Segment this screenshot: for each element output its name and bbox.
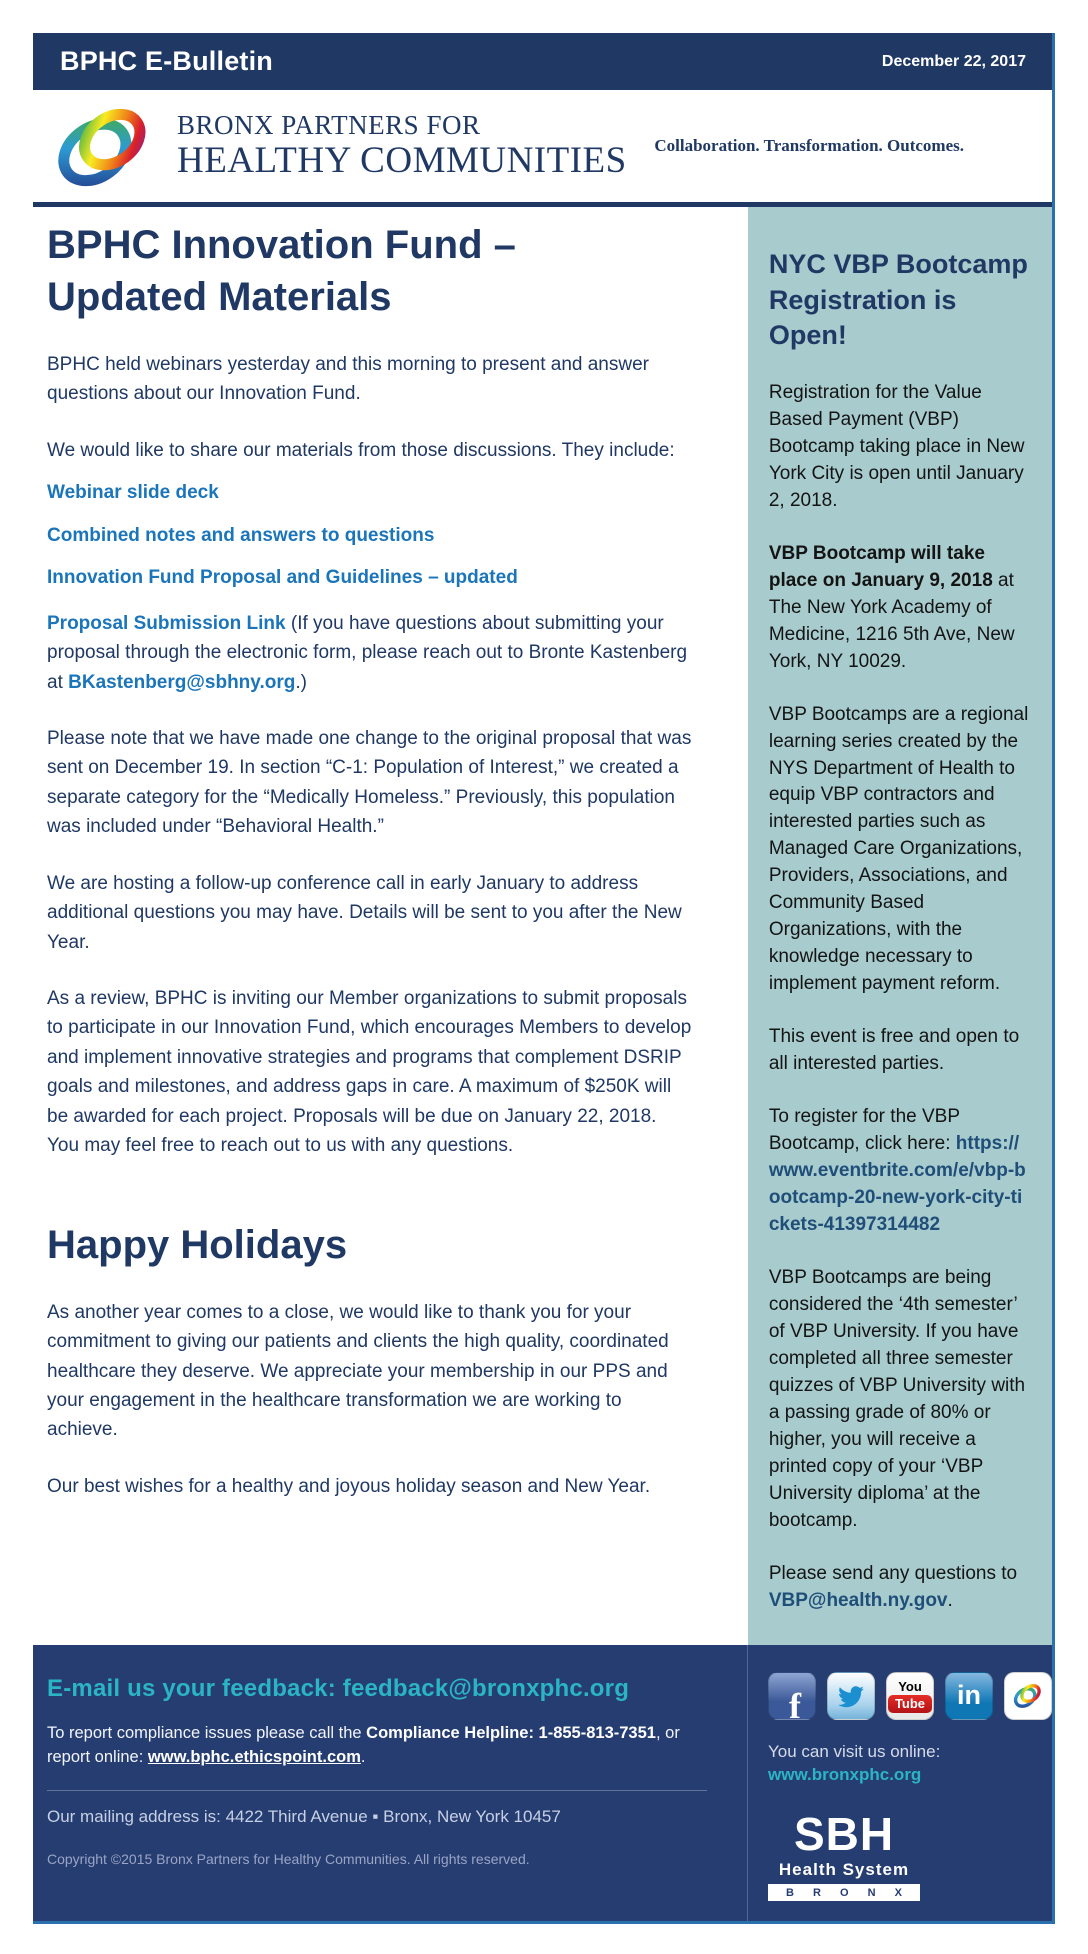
link-line (47, 563, 693, 592)
sidebar (748, 207, 1052, 1645)
sidebar-bold-text: VBP Bootcamp will take place on January 9, 2018 (768, 542, 993, 591)
twitter-icon[interactable] (827, 1672, 875, 1720)
article-paragraph: As a review, BPHC is inviting our Member organizations to submit proposals to participate in our Innovation Fund, which encourages Members to develop and implement innovative strategies and programs that complement DSRIP goals and milestones, and address gaps in care. A maximum of $250K will be awarded for each project. Proposals will be due on January 22, 2018. You may feel free to reach out to us with any questions. (47, 988, 692, 1157)
article-title (47, 219, 693, 323)
submission-text: (If you have questions about submitting your proposal through the electronic form, please reach out to Bronte Kastenberg at (47, 612, 688, 693)
compliance-text (47, 1721, 707, 1771)
link-line (47, 478, 693, 507)
sbh-logo-text: SBH (793, 1807, 895, 1860)
submission-text-end: .) (295, 671, 307, 693)
youtube-icon[interactable] (886, 1672, 934, 1720)
sidebar-text-end: . (947, 1589, 953, 1611)
youtube-tube-text: Tube (888, 1695, 932, 1713)
compliance-helpline: Compliance Helpline: 1-855-813-7351 (366, 1723, 656, 1742)
sidebar-title-line2: Registration is Open! (768, 284, 957, 351)
facebook-icon[interactable] (768, 1672, 816, 1720)
footer-right-column (747, 1645, 1052, 1921)
article-paragraph: We are hosting a follow-up conference call in early January to address additional questions you may have. Details will be sent to you after the New Year. (47, 872, 682, 953)
feedback-heading[interactable]: E-mail us your feedback: feedback@bronxphc.org (47, 1674, 630, 1702)
submission-paragraph (47, 609, 693, 697)
copyright-notice: Copyright ©2015 Bronx Partners for Healthy Communities. All rights reserved. (47, 1851, 530, 1868)
linkedin-icon[interactable] (945, 1672, 993, 1720)
sidebar-text: at The New York Academy of Medicine, 1216 5th Ave, New York, NY 10029. (768, 569, 1015, 672)
brand-name-line2: HEALTHY COMMUNITIES (177, 140, 627, 182)
compliance-mid: , or report online: (47, 1723, 680, 1767)
sidebar-paragraph: This event is free and open to all interested parties. (768, 1026, 1020, 1075)
eventbrite-registration-link[interactable]: https://www.eventbrite.com/e/vbp-bootcamp-20-new-york-city-tickets-41397314482 (768, 1133, 1026, 1236)
brand-name (177, 111, 627, 181)
footer (33, 1645, 1052, 1921)
sidebar-paragraph (769, 1104, 1030, 1239)
visit-online-label: You can visit us online: (768, 1741, 941, 1761)
footer-left-column (33, 1645, 747, 1921)
compliance-pre: To report compliance issues please call the (47, 1723, 367, 1742)
holidays-paragraph: As another year comes to a close, we would like to thank you for your commitment to giving our patients and clients the high quality, coordinated healthcare they deserve. We appreciate your membership in our PPS and your engagement in the healthcare transformation we are working to achieve. (47, 1301, 669, 1441)
newsletter-title: BPHC E-Bulletin (60, 46, 274, 76)
bronxphc-site-link[interactable]: www.bronxphc.org (768, 1764, 922, 1784)
sidebar-text: Please send any questions to (768, 1562, 1018, 1584)
brand-band (33, 90, 1052, 202)
article-paragraph: BPHC held webinars yesterday and this morning to present and answer questions about our Innovation Fund. (47, 354, 649, 405)
sbh-logo (768, 1807, 920, 1901)
twitter-bird-icon (835, 1680, 867, 1712)
email-newsletter (33, 33, 1055, 1924)
sidebar-paragraph (769, 1561, 1030, 1615)
bphc-swirl-icon[interactable] (1004, 1672, 1052, 1720)
sbh-bronx-text: B R O N X (768, 1884, 920, 1901)
facebook-glyph: f (789, 1685, 801, 1720)
sbh-health-system-text: Health System (778, 1859, 910, 1879)
content-row (33, 207, 1052, 1645)
article-title-line2: Updated Materials (47, 275, 392, 319)
main-article (33, 207, 748, 1645)
vbp-questions-email-link[interactable]: VBP@health.ny.gov (768, 1589, 948, 1611)
ethicspoint-link[interactable]: www.bphc.ethicspoint.com (147, 1748, 361, 1767)
link-line (47, 521, 693, 550)
sidebar-paragraph (769, 541, 1030, 676)
brand-name-line1: BRONX PARTNERS FOR (177, 109, 481, 140)
mailing-address: Our mailing address is: 4422 Third Avenue ▪ Bronx, New York 10457 (47, 1807, 561, 1827)
webinar-slide-deck-link[interactable]: Webinar slide deck (47, 482, 219, 504)
sidebar-paragraph: VBP Bootcamps are being considered the ‘4th semester’ of VBP University. If you have completed all three semester quizzes of VBP University with a passing grade of 80% or higher, you will receive a printed copy of your ‘VBP University diploma’ at the bootcamp. (768, 1267, 1026, 1531)
brand-tagline: Collaboration. Transformation. Outcomes. (654, 136, 964, 155)
combined-notes-link[interactable]: Combined notes and answers to questions (47, 524, 435, 546)
article-paragraph: Please note that we have made one change to the original proposal that was sent on December 19. In section “C-1: Population of Interest,” we created a separate category for the “Medically Homeless.” Previously, this population was included under “Behavioral Health.” (47, 727, 692, 838)
linkedin-glyph: in (957, 1680, 981, 1711)
header-bar (33, 33, 1052, 90)
compliance-end: . (360, 1748, 366, 1767)
sidebar-title (769, 247, 1030, 354)
sidebar-title-line1: NYC VBP Bootcamp (768, 249, 1028, 279)
social-icons-row (768, 1672, 1052, 1720)
article-paragraph: We would like to share our materials from those discussions. They include: (47, 439, 675, 461)
holidays-paragraph: Our best wishes for a healthy and joyous holiday season and New Year. (47, 1475, 651, 1497)
article-title-line1: BPHC Innovation Fund – (47, 223, 516, 267)
proposal-submission-link[interactable]: Proposal Submission Link (47, 612, 286, 634)
kastenberg-email-link[interactable]: BKastenberg@sbhny.org (68, 671, 296, 693)
bphc-swirl-logo-icon (49, 100, 159, 192)
sidebar-paragraph: Registration for the Value Based Payment (VBP) Bootcamp taking place in New York City is open until January 2, 2018. (768, 381, 1025, 511)
holidays-title: Happy Holidays (47, 1222, 348, 1267)
footer-divider (47, 1790, 707, 1791)
sidebar-text: To register for the VBP Bootcamp, click here: (768, 1106, 960, 1155)
proposal-guidelines-link[interactable]: Innovation Fund Proposal and Guidelines – updated (47, 567, 518, 589)
youtube-you-text: You (898, 1678, 922, 1694)
issue-date: December 22, 2017 (881, 52, 1026, 70)
bphc-mini-swirl-icon (1011, 1681, 1045, 1710)
sidebar-paragraph: VBP Bootcamps are a regional learning series created by the NYS Department of Health to equip VBP contractors and interested parties such as Managed Care Organizations, Providers, Associations, and Community Based Organizations, with the knowledge necessary to implement payment reform. (768, 703, 1029, 995)
